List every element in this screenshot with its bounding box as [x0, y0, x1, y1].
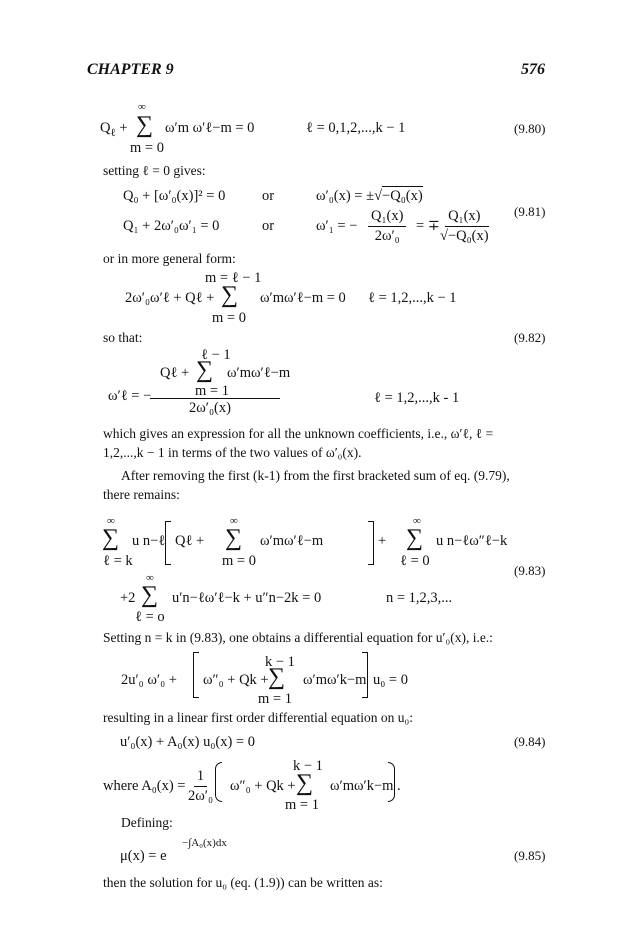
eq-inner: ω″₀ + Qk + [230, 778, 296, 794]
sum-upper-limit: ℓ − 1 [201, 347, 231, 363]
paragraph: Setting n = k in (9.83), one obtains a differential equation for u′₀(x), i.e.: [103, 630, 493, 645]
sum-upper-limit: ∞ [146, 572, 154, 584]
chapter-heading: CHAPTER 9 [87, 61, 174, 78]
eq-lhs: 2ω′₀ω′ℓ + Qℓ + [125, 290, 215, 306]
eq-condition: ℓ = 0,1,2,...,k − 1 [306, 120, 406, 136]
paragraph: resulting in a linear first order differential equation on u₀: [103, 710, 413, 725]
exponent: −∫A₀(x)dx [182, 837, 227, 849]
page-number: 576 [521, 61, 545, 78]
equation-number: (9.83) [514, 563, 546, 578]
eq-terms: ω′mω′ℓ−m = 0 [260, 290, 346, 306]
equation-number: (9.80) [514, 121, 546, 136]
eq-lhs: 2u′₀ ω′₀ + [121, 672, 177, 688]
sum-upper-limit: k − 1 [293, 758, 323, 774]
right-bracket [362, 652, 368, 698]
eq-term: u n−ℓω″ℓ−k [436, 533, 508, 549]
eq-rhs: u₀ = 0 [373, 672, 408, 688]
equation-number: (9.82) [514, 330, 546, 345]
eq-line1-lhs: Q₀ + [ω′₀(x)]² = 0 [123, 188, 226, 204]
eq-condition: ℓ = 1,2,...,k − 1 [368, 290, 457, 306]
fraction: $\frac{\text{Q₁(x)}}{\text{√−Q₀(x)}}$ [440, 208, 489, 244]
paragraph: After removing the first (k-1) from the first bracketed sum of eq. (9.79), there remains: [103, 468, 510, 502]
sum-lower-limit: m = 0 [130, 140, 164, 156]
eq-lhs: $Q_\ell$ + [100, 120, 128, 139]
sum-lower-limit: m = 1 [258, 691, 292, 707]
sigma-symbol: ∑ [296, 770, 314, 796]
numerator-terms: ω′mω′ℓ−m [227, 365, 291, 381]
sum-upper-limit: k − 1 [265, 654, 295, 670]
fraction: $\frac{\text{Q₁(x)}}{\text{2ω′₀}}$ [368, 208, 406, 245]
eq-condition: n = 1,2,3,... [386, 590, 453, 606]
equation-number: (9.84) [514, 734, 546, 749]
or-word: or [262, 188, 275, 204]
equation-number: (9.85) [514, 848, 546, 863]
eq-lhs: ω′ℓ = − [108, 388, 152, 404]
eq-terms: ω′mω′k−m [303, 672, 367, 688]
right-paren [388, 762, 395, 802]
sum-lower-limit: ℓ = k [103, 553, 133, 569]
or-word: or [262, 218, 275, 234]
sigma-symbol: ∑ [221, 282, 239, 308]
sigma-symbol: ∑ [268, 664, 286, 690]
general-form-text: or in more general form: [103, 251, 236, 266]
sigma-symbol: ∑ [406, 525, 424, 551]
where-lhs: where A₀(x) = [103, 778, 186, 794]
eq-term: Qℓ + [175, 533, 205, 549]
sum-lower-limit: ℓ = o [135, 609, 165, 625]
sum-upper-limit: ∞ [107, 515, 115, 527]
sigma-symbol: ∑ [225, 525, 243, 551]
eq-term: u n−ℓ [132, 533, 166, 549]
sigma-symbol: ∑ [136, 112, 154, 138]
fraction-bar [150, 398, 280, 399]
paragraph: which gives an expression for all the unknown coefficients, i.e., ω′ℓ, ℓ = 1,2,...,k − 1 in terms of the two values of ω′₀(x). [103, 426, 494, 460]
denominator: 2ω′₀(x) [189, 400, 231, 416]
sum-upper-limit: ∞ [138, 101, 146, 113]
plus-sign: + [378, 533, 387, 549]
eq-lhs: μ(x) = e [120, 848, 167, 864]
eq-line2-lhs: Q₁ + 2ω′₀ω′₁ = 0 [123, 218, 220, 234]
eq-condition: ℓ = 1,2,...,k - 1 [374, 390, 460, 406]
defining-text: Defining: [121, 815, 173, 830]
sum-upper-limit: ∞ [230, 515, 238, 527]
eq-end: . [397, 778, 401, 794]
sum-upper-limit: m = ℓ − 1 [205, 270, 262, 286]
so-that-text: so that: [103, 330, 143, 345]
sigma-symbol: ∑ [102, 525, 120, 551]
eq-line2-rhs: ω′₁ = − [316, 218, 358, 234]
eq-line1-rhs: ω′₀(x) = ±√−Q₀(x) [316, 188, 423, 204]
sum-lower-limit: m = 0 [222, 553, 256, 569]
eq-line: u′₀(x) + A₀(x) u₀(x) = 0 [120, 734, 255, 750]
eq-term: ω′mω′ℓ−m [260, 533, 324, 549]
sigma-symbol: ∑ [141, 582, 159, 608]
fraction: $\frac{1}{\text{2ω′₀}}$ [188, 768, 214, 804]
numerator-lhs: Qℓ + [160, 365, 190, 381]
left-paren [215, 762, 222, 802]
eq-inner: ω″₀ + Qk + [203, 672, 269, 688]
sum-lower-limit: m = 0 [212, 310, 246, 326]
left-bracket [165, 521, 171, 565]
sum-upper-limit: ∞ [413, 515, 421, 527]
right-bracket [368, 521, 374, 565]
eq-mid: = ∓ [416, 218, 440, 234]
sum-lower-limit: m = 1 [195, 383, 229, 399]
eq-terms: ω′mω′k−m [330, 778, 394, 794]
sigma-symbol: ∑ [196, 357, 214, 383]
eq-term: +2 [120, 590, 136, 606]
setting-text: setting ℓ = 0 gives: [103, 163, 206, 178]
paragraph: then the solution for u₀ (eq. (1.9)) can be written as: [103, 875, 383, 890]
sum-lower-limit: ℓ = 0 [400, 553, 430, 569]
equation-number: (9.81) [514, 204, 546, 219]
eq-terms: ω′m ω′ℓ−m = 0 [165, 120, 255, 136]
left-bracket [193, 652, 199, 698]
sum-lower-limit: m = 1 [285, 797, 319, 813]
eq-terms: u′n−ℓω′ℓ−k + u″n−2k = 0 [172, 590, 322, 606]
